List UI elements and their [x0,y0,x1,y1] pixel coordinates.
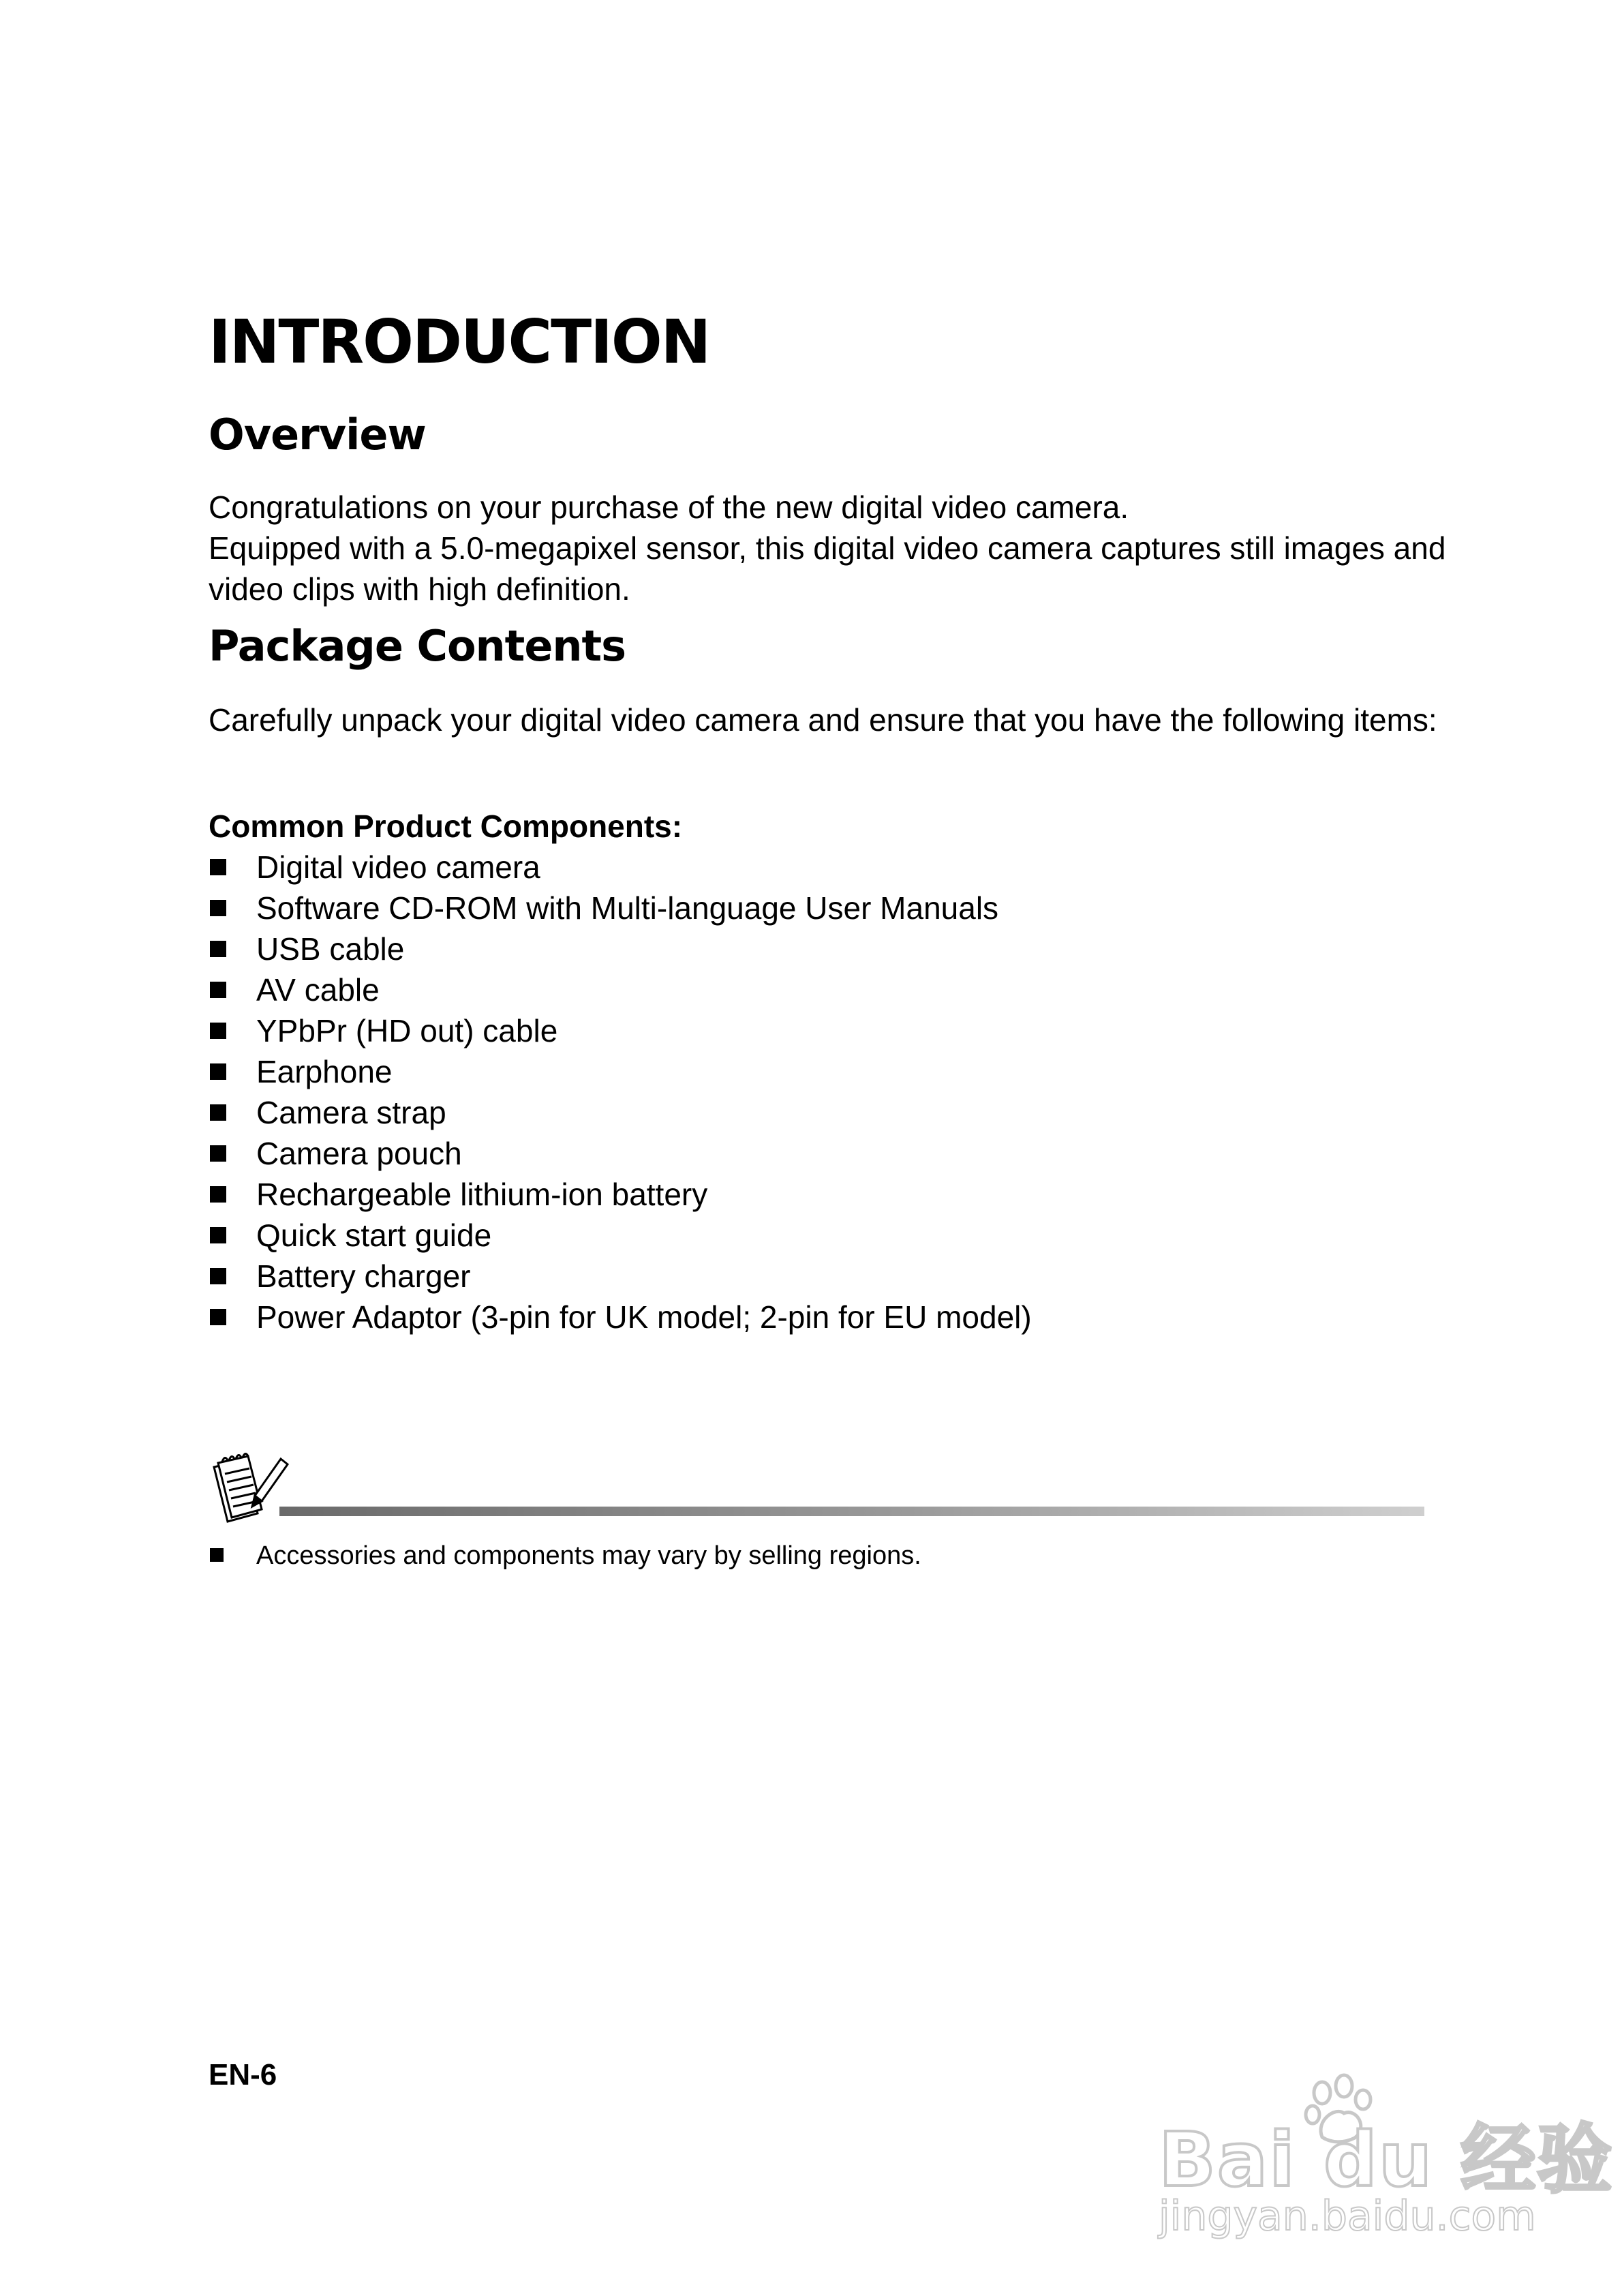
list-item-label: AV cable [256,972,380,1008]
page-number: EN-6 [209,2058,277,2091]
overview-paragraph [209,487,1469,609]
list-item [209,1297,1032,1338]
square-bullet-icon [210,1548,224,1562]
list-item [209,1010,1032,1051]
square-bullet-icon [210,1104,226,1121]
watermark-url: jingyan.baidu.com [1159,2192,1536,2240]
overview-line: Congratulations on your purchase of the new digital video camera. [209,489,1129,525]
note-item [209,1537,921,1575]
list-item [209,888,1032,928]
square-bullet-icon [210,982,226,998]
list-item [209,1051,1032,1092]
square-bullet-icon [210,900,226,916]
list-item-label: Rechargeable lithium-ion battery [256,1177,708,1212]
package-intro: Carefully unpack your digital video camera and ensure that you have the following items: [209,702,1437,738]
overview-heading: Overview [209,410,426,459]
list-item [209,1133,1032,1174]
package-heading: Package Contents [209,621,626,671]
list-item-label: Quick start guide [256,1218,492,1253]
list-item [209,1174,1032,1215]
list-item-label: Earphone [256,1054,393,1089]
page-title: INTRODUCTION [209,307,710,377]
square-bullet-icon [210,1023,226,1039]
notepad-pencil-icon [204,1447,293,1528]
list-item-label: Power Adaptor (3-pin for UK model; 2-pin for EU model) [256,1299,1032,1335]
square-bullet-icon [210,1227,226,1243]
list-item [209,1215,1032,1256]
list-item [209,1092,1032,1133]
baidu-watermark [1131,2072,1614,2256]
square-bullet-icon [210,1268,226,1284]
square-bullet-icon [210,1186,226,1203]
list-item-label: Camera pouch [256,1136,462,1171]
list-item-label: YPbPr (HD out) cable [256,1013,558,1048]
components-list-title: Common Product Components: [209,809,683,844]
overview-line: Equipped with a 5.0-megapixel sensor, this digital video camera captures still images and video clips with high definition. [209,530,1446,607]
note-text: Accessories and components may vary by selling regions. [256,1541,921,1570]
list-item [209,1256,1032,1297]
list-item-label: Digital video camera [256,849,540,885]
list-item-label: Software CD-ROM with Multi-language User Manuals [256,890,999,926]
list-item-label: Battery charger [256,1258,471,1294]
square-bullet-icon [210,941,226,957]
square-bullet-icon [210,1063,226,1080]
square-bullet-icon [210,859,226,875]
square-bullet-icon [210,1309,226,1325]
list-item [209,847,1032,888]
list-item [209,969,1032,1010]
note-divider [279,1507,1424,1516]
list-item-label: Camera strap [256,1095,446,1130]
list-item-label: USB cable [256,931,405,967]
square-bullet-icon [210,1145,226,1162]
list-item [209,928,1032,969]
components-list [209,847,1032,1338]
watermark-brand: Bai du 经验 [1159,2116,1614,2203]
